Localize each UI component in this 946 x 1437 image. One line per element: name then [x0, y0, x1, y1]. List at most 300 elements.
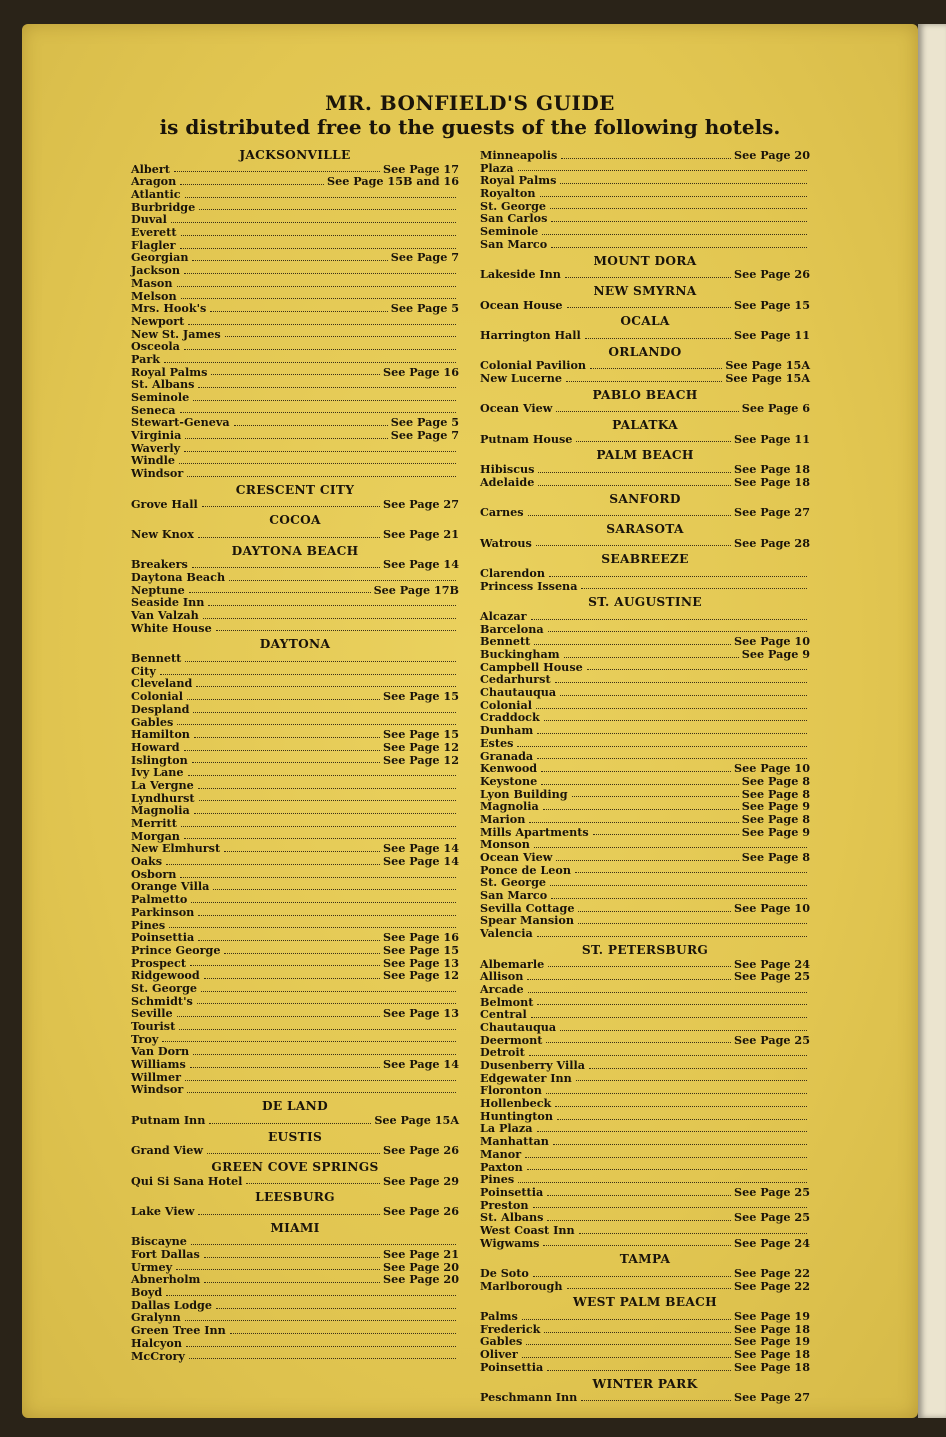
page-reference: See Page 20 [383, 1272, 459, 1287]
hotel-name: Neptune [131, 582, 185, 597]
dot-leader [589, 1068, 807, 1069]
hotel-name: Cedarhurst [480, 672, 551, 687]
page-reference: See Page 9 [741, 824, 810, 839]
page-reference: See Page 6 [741, 401, 810, 416]
hotel-name: Windsor [131, 466, 184, 481]
dot-leader [176, 1269, 380, 1270]
hotel-entry [480, 372, 810, 385]
page-reference: See Page 27 [383, 496, 459, 511]
dot-leader [551, 221, 807, 222]
city-heading: LEESBURG [255, 1190, 335, 1205]
hotel-name: Floronton [480, 1083, 542, 1098]
hotel-name: Ponce de Leon [480, 862, 571, 877]
hotel-name: St. George [480, 875, 547, 890]
hotel-name: Osborn [131, 866, 177, 881]
hotel-name: Lakeside Inn [480, 267, 561, 282]
hotel-name: Colonial [131, 689, 183, 704]
hotel-name: Despland [131, 701, 190, 716]
dot-leader [534, 847, 807, 848]
dot-leader [555, 1106, 807, 1107]
city-heading: WINTER PARK [592, 1376, 698, 1391]
hotel-name: Arcade [480, 981, 524, 996]
dot-leader [543, 809, 739, 810]
hotel-name: Bennett [131, 651, 182, 666]
hotel-name: Duval [131, 212, 167, 227]
dot-leader [531, 1017, 807, 1018]
page-reference: See Page 14 [383, 557, 459, 572]
dot-leader [160, 674, 456, 675]
page-reference: See Page 15 [383, 727, 459, 742]
hotel-name: Princess Issena [480, 578, 578, 593]
hotel-name: Ivy Lane [131, 765, 184, 780]
page-reference: See Page 25 [734, 969, 810, 984]
dot-leader [537, 758, 807, 759]
hotel-name: Ocean View [480, 401, 553, 416]
page-reference: See Page 17 [383, 161, 459, 176]
hotel-name: Willmer [131, 1069, 181, 1084]
hotel-name: Poinsettia [480, 1359, 544, 1374]
hotel-name: Detroit [480, 1045, 525, 1060]
hotel-entry [131, 741, 459, 754]
dot-leader [536, 708, 807, 709]
hotel-entry [131, 982, 459, 995]
city-section-sanford [480, 489, 810, 519]
hotel-entry [131, 1020, 459, 1033]
hotel-entry [480, 983, 810, 996]
hotel-name: Oaks [131, 854, 163, 869]
hotel-entry [480, 402, 810, 415]
hotel-name: Adelaide [480, 474, 535, 489]
dot-leader [169, 927, 456, 928]
dot-leader [202, 506, 380, 507]
hotel-name: Howard [131, 739, 180, 754]
hotel-entry [480, 433, 810, 446]
hotel-name: New St. James [131, 326, 221, 341]
page-reference: See Page 18 [734, 1347, 810, 1362]
hotel-name: La Plaza [480, 1121, 533, 1136]
hotel-entry [131, 609, 459, 622]
hotel-name: Pines [131, 917, 166, 932]
page-reference: See Page 18 [734, 474, 810, 489]
hotel-entry [480, 1237, 810, 1250]
page-reference: See Page 25 [734, 1184, 810, 1199]
dot-leader [189, 592, 371, 593]
hotel-name: Central [480, 1007, 527, 1022]
page-reference: See Page 15B and 16 [327, 174, 459, 189]
hotel-name: Paxton [480, 1159, 523, 1174]
hotel-entry [480, 813, 810, 826]
dot-leader [198, 915, 456, 916]
hotel-name: Qui Si Sana Hotel [131, 1173, 243, 1188]
city-section-daytona-beach [131, 541, 459, 635]
hotel-name: Royal Palms [131, 364, 208, 379]
page-reference: See Page 15 [734, 297, 810, 312]
city-section-green-cove-springs [131, 1157, 459, 1187]
hotel-name: Poinsettia [480, 1184, 544, 1199]
page-reference: See Page 26 [734, 267, 810, 282]
hotel-name: Barcelona [480, 621, 544, 636]
dot-leader [533, 1207, 808, 1208]
dot-leader [224, 851, 380, 852]
hotel-entry [480, 1280, 810, 1293]
hotel-entry [480, 927, 810, 940]
dot-leader [184, 451, 456, 452]
hotel-entry [480, 1034, 810, 1047]
page-reference: See Page 26 [383, 1143, 459, 1158]
dot-leader [191, 1244, 456, 1245]
hotel-name: Edgewater Inn [480, 1070, 572, 1085]
hotel-name: Lyndhurst [131, 790, 195, 805]
dot-leader [216, 1308, 456, 1309]
hotel-name: La Vergne [131, 777, 194, 792]
page-reference: See Page 25 [734, 1032, 810, 1047]
city-section-palm-beach [480, 445, 810, 488]
dot-leader [543, 1245, 731, 1246]
dot-leader [593, 834, 739, 835]
hotel-name: Troy [131, 1031, 159, 1046]
dot-leader [553, 1144, 807, 1145]
hotel-name: Carnes [480, 505, 524, 520]
hotel-entry [131, 252, 459, 265]
city-section-crescent-city [131, 480, 459, 510]
dot-leader [550, 208, 807, 209]
city-heading: WEST PALM BEACH [573, 1295, 717, 1310]
city-section-leesburg [131, 1187, 459, 1217]
dot-leader [185, 1320, 456, 1321]
hotel-entry [480, 610, 810, 623]
hotel-name: San Marco [480, 236, 548, 251]
dot-leader [180, 877, 456, 878]
dot-leader [541, 771, 731, 772]
hotel-name: Craddock [480, 710, 540, 725]
dot-leader [547, 1370, 731, 1371]
page-reference: See Page 27 [734, 505, 810, 520]
dot-leader [181, 298, 456, 299]
hotel-name: McCrory [131, 1348, 185, 1363]
hotel-name: Merritt [131, 816, 177, 831]
dot-leader [529, 822, 738, 823]
dot-leader [556, 860, 738, 861]
city-section-palatka [480, 415, 810, 445]
dot-leader [538, 472, 731, 473]
hotel-entry [131, 779, 459, 792]
hotel-name: Green Tree Inn [131, 1323, 226, 1338]
page-reference: See Page 8 [741, 811, 810, 826]
dot-leader [181, 826, 456, 827]
hotel-entry [480, 1267, 810, 1280]
dot-leader [542, 234, 807, 235]
hotel-name: West Coast Inn [480, 1222, 575, 1237]
dot-leader [180, 412, 456, 413]
hotel-name: Dunham [480, 723, 534, 738]
hotel-name: Palms [480, 1309, 518, 1324]
dot-leader [199, 800, 456, 801]
dot-leader [177, 1016, 380, 1017]
city-heading: PALM BEACH [596, 448, 694, 463]
hotel-entry [131, 391, 459, 404]
hotel-name: Pines [480, 1172, 515, 1187]
dot-leader [544, 720, 807, 721]
dot-leader [189, 1358, 456, 1359]
page-reference: See Page 18 [734, 462, 810, 477]
hotel-name: St. Albans [480, 1210, 544, 1225]
hotel-entry [131, 906, 459, 919]
hotel-entry [131, 1350, 459, 1363]
hotel-entry [131, 264, 459, 277]
hotel-name: Mason [131, 275, 173, 290]
dot-leader [192, 762, 380, 763]
right-column [480, 149, 810, 1404]
hotel-name: Buckingham [480, 647, 560, 662]
dot-leader [533, 1276, 731, 1277]
dot-leader [199, 209, 456, 210]
hotel-name: Grand View [131, 1143, 204, 1158]
hotel-name: Oliver [480, 1347, 518, 1362]
page-reference: See Page 24 [734, 1235, 810, 1250]
hotel-name: Prince George [131, 942, 221, 957]
hotel-entry [131, 1058, 459, 1071]
page-reference: See Page 14 [383, 841, 459, 856]
hotel-entry [131, 1084, 459, 1097]
city-section-sarasota [480, 519, 810, 549]
hotel-name: Hamilton [131, 727, 190, 742]
page-reference: See Page 18 [734, 1359, 810, 1374]
city-section-de-land [131, 1096, 459, 1126]
dot-leader [164, 362, 456, 363]
hotel-name: St. George [131, 980, 198, 995]
page-reference: See Page 8 [741, 850, 810, 865]
dot-leader [527, 1169, 807, 1170]
hotel-name: Spear Mansion [480, 913, 574, 928]
hotel-name: San Marco [480, 888, 548, 903]
hotel-entry [480, 268, 810, 281]
city-section-tampa [480, 1249, 810, 1292]
dot-leader [518, 170, 807, 171]
page-reference: See Page 8 [741, 786, 810, 801]
hotel-name: Newport [131, 313, 185, 328]
dot-leader [544, 1332, 731, 1333]
city-section-st-augustine [480, 592, 810, 940]
dot-leader [560, 183, 807, 184]
page-reference: See Page 22 [734, 1278, 810, 1293]
hotel-name: Seaside Inn [131, 595, 205, 610]
city-section-mount-dora [480, 251, 810, 281]
dot-leader [193, 1054, 456, 1055]
hotel-name: Hibiscus [480, 462, 535, 477]
hotel-name: Lake View [131, 1203, 195, 1218]
hotel-name: Aragon [131, 174, 177, 189]
hotel-name: Allison [480, 969, 524, 984]
dot-leader [555, 682, 807, 683]
hotel-name: Colonial [480, 697, 532, 712]
hotel-entry [131, 804, 459, 817]
dot-leader [174, 171, 380, 172]
page-reference: See Page 14 [383, 854, 459, 869]
city-heading: MIAMI [270, 1220, 320, 1235]
city-section-daytona [131, 634, 459, 1096]
hotel-entry [480, 580, 810, 593]
hotel-entry [131, 1205, 459, 1218]
hotel-entry [480, 238, 810, 251]
hotel-name: New Elmhurst [131, 841, 221, 856]
hotel-name: Gables [480, 1334, 523, 1349]
dot-leader [185, 197, 456, 198]
dot-leader [587, 669, 807, 670]
hotel-entry [131, 528, 459, 541]
hotel-name: Abnerholm [131, 1272, 201, 1287]
dot-leader [180, 184, 324, 185]
city-heading: DAYTONA BEACH [231, 543, 359, 558]
dot-leader [551, 247, 807, 248]
hotel-name: Burbridge [131, 199, 196, 214]
hotel-name: Preston [480, 1197, 529, 1212]
hotel-name: De Soto [480, 1266, 529, 1281]
hotel-name: Islington [131, 752, 188, 767]
dot-leader [179, 463, 456, 464]
dot-leader [578, 911, 731, 912]
page-reference: See Page 15 [383, 689, 459, 704]
dot-leader [224, 953, 380, 954]
page-reference: See Page 10 [734, 900, 810, 915]
dot-leader [187, 1092, 456, 1093]
hotel-entry [131, 855, 459, 868]
dot-leader [566, 381, 722, 382]
city-heading: SEABREEZE [601, 552, 689, 567]
hotel-name: Melson [131, 288, 177, 303]
city-section-pablo-beach [480, 385, 810, 415]
dot-leader [201, 991, 456, 992]
hotel-entry [480, 1097, 810, 1110]
hotel-entry [480, 1021, 810, 1034]
hotel-name: San Carlos [480, 211, 548, 226]
city-heading: EUSTIS [267, 1129, 323, 1144]
hotel-name: Watrous [480, 535, 532, 550]
dot-leader [540, 196, 807, 197]
dot-leader [567, 307, 731, 308]
dot-leader [518, 1182, 807, 1183]
dot-leader [194, 813, 456, 814]
hotel-entry [131, 944, 459, 957]
hotel-entry [480, 567, 810, 580]
dot-leader [579, 1233, 807, 1234]
hotel-entry [480, 1310, 810, 1323]
dot-leader [188, 775, 457, 776]
page-reference: See Page 5 [390, 301, 459, 316]
hotel-name: Ocean View [480, 850, 553, 865]
city-section-st-petersburg [480, 940, 810, 1250]
city-heading: ST. AUGUSTINE [588, 595, 702, 610]
dot-leader [525, 1157, 807, 1158]
page-reference: See Page 28 [734, 535, 810, 550]
hotel-name: Windsor [131, 1082, 184, 1097]
hotel-name: Colonial Pavilion [480, 358, 587, 373]
dot-leader [171, 222, 456, 223]
hotel-name: Urmey [131, 1259, 173, 1274]
dot-leader [548, 631, 807, 632]
dot-leader [560, 695, 807, 696]
hotel-name: Boyd [131, 1285, 163, 1300]
city-heading: TAMPA [619, 1252, 671, 1267]
dot-leader [546, 1093, 807, 1094]
hotel-entry [480, 889, 810, 902]
hotel-entry [131, 226, 459, 239]
dot-leader [187, 476, 456, 477]
hotel-entry [131, 213, 459, 226]
hotel-entry [131, 1324, 459, 1337]
page-reference: See Page 19 [734, 1334, 810, 1349]
dot-leader [529, 1055, 807, 1056]
hotel-name: Poinsettia [131, 930, 195, 945]
dot-leader [166, 1295, 456, 1296]
hotel-name: Bennett [480, 634, 531, 649]
hotel-name: Seminole [480, 224, 539, 239]
dot-leader [187, 699, 380, 700]
hotel-name: St. George [480, 198, 547, 213]
dot-leader [537, 1004, 807, 1005]
city-heading: ORLANDO [608, 344, 682, 359]
hotel-name: Ridgewood [131, 968, 200, 983]
dot-leader [193, 712, 456, 713]
dot-leader [576, 1080, 807, 1081]
dot-leader [198, 537, 380, 538]
dot-leader [191, 902, 456, 903]
dot-leader [185, 438, 387, 439]
dot-leader [556, 411, 738, 412]
hotel-entry [480, 996, 810, 1009]
dot-leader [581, 588, 807, 589]
city-section-eustis [131, 1127, 459, 1157]
hotel-name: Grove Hall [131, 496, 198, 511]
hotel-entry [131, 622, 459, 635]
city-heading: SARASOTA [606, 521, 684, 536]
hotel-name: Manhattan [480, 1134, 549, 1149]
page-reference: See Page 10 [734, 634, 810, 649]
hotel-name: Huntington [480, 1108, 553, 1123]
hotel-name: Dallas Lodge [131, 1297, 212, 1312]
hotel-entry [131, 817, 459, 830]
hotel-entry [131, 652, 459, 665]
page-reference: See Page 12 [383, 752, 459, 767]
dot-leader [590, 368, 722, 369]
hotel-entry [480, 851, 810, 864]
hotel-name: Cleveland [131, 676, 193, 691]
hotel-name: City [131, 663, 156, 678]
dot-leader [534, 644, 731, 645]
hotel-entry [480, 686, 810, 699]
hotel-entry [480, 737, 810, 750]
hotel-entry [131, 315, 459, 328]
hotel-entry [131, 498, 459, 511]
hotel-name: Estes [480, 735, 514, 750]
hotel-name: Putnam House [480, 431, 573, 446]
hotel-entry [480, 476, 810, 489]
hotel-entry [131, 1144, 459, 1157]
hotel-name: Sevilla Cottage [480, 900, 575, 915]
dot-leader [565, 277, 731, 278]
dot-leader [185, 1080, 456, 1081]
page-reference: See Page 24 [734, 956, 810, 971]
page-reference: See Page 7 [390, 428, 459, 443]
city-section-continued [480, 149, 810, 251]
hotel-entry [480, 463, 810, 476]
hotel-name: Dusenberry Villa [480, 1058, 585, 1073]
hotel-entry [131, 1114, 459, 1127]
city-heading: PALATKA [612, 418, 678, 433]
dot-leader [208, 605, 456, 606]
page-reference: See Page 9 [741, 799, 810, 814]
city-heading: JACKSONVILLE [239, 148, 351, 162]
dot-leader [522, 1319, 731, 1320]
